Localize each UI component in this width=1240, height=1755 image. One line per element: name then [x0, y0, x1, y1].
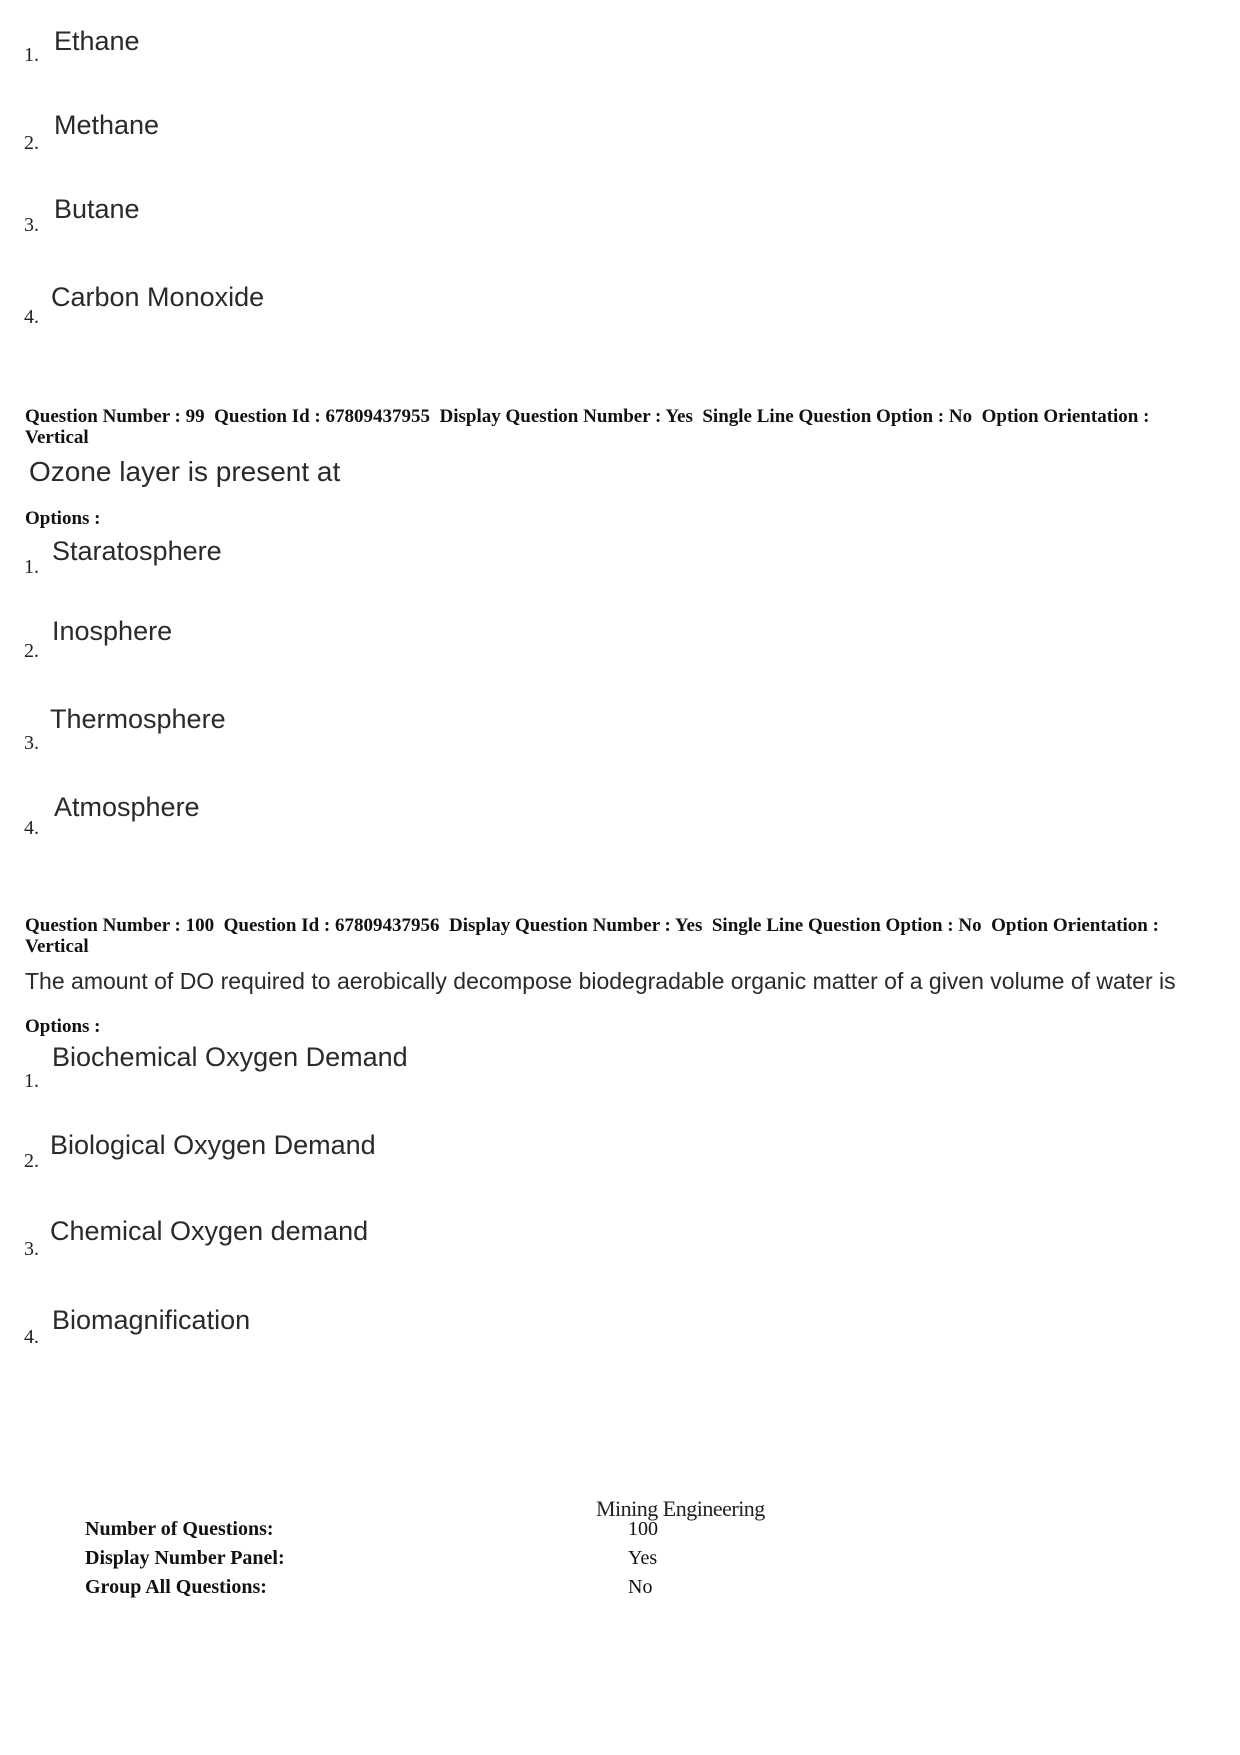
option-text: Ethane: [54, 26, 140, 56]
option-number: 4.: [24, 817, 39, 839]
option-number: 3.: [24, 214, 39, 236]
summary-value: 100: [628, 1518, 658, 1540]
option-number: 3.: [24, 732, 39, 754]
question-text: Ozone layer is present at: [29, 456, 341, 487]
option-number: 4.: [24, 1326, 39, 1348]
option-number: 1.: [24, 556, 39, 578]
question-meta: Question Number : 99 Question Id : 67809437955 Display Question Number : Yes Single Line Question Option : No Option Orientation : Vertical: [25, 406, 1154, 448]
option-number: 4.: [24, 306, 39, 328]
summary-value: No: [628, 1576, 653, 1598]
option-text: Methane: [54, 110, 160, 140]
option-text: Atmosphere: [54, 792, 200, 822]
question-meta: Question Number : 100 Question Id : 67809437956 Display Question Number : Yes Single Line Question Option : No Option Orientation : Vertical: [25, 915, 1164, 957]
option-text: Inosphere: [52, 616, 173, 646]
option-number: 3.: [24, 1238, 39, 1260]
option-text: Biological Oxygen Demand: [50, 1130, 376, 1160]
option-text: Carbon Monoxide: [51, 282, 265, 312]
option-text: Staratosphere: [52, 536, 222, 566]
question-text: The amount of DO required to aerobically decompose biodegradable organic matter of a given volume of water is: [25, 968, 1176, 994]
option-text: Thermosphere: [50, 704, 226, 734]
option-text: Butane: [54, 194, 140, 224]
summary-label: Group All Questions:: [85, 1576, 267, 1598]
options-label: Options :: [25, 1016, 101, 1037]
option-number: 1.: [24, 1070, 39, 1092]
options-label: Options :: [25, 508, 101, 529]
summary-value: Yes: [628, 1547, 658, 1569]
option-number: 1.: [24, 44, 39, 66]
summary-label: Display Number Panel:: [85, 1547, 285, 1569]
option-number: 2.: [24, 640, 39, 662]
option-text: Biochemical Oxygen Demand: [52, 1042, 408, 1072]
option-number: 2.: [24, 132, 39, 154]
summary-label: Number of Questions:: [85, 1518, 274, 1540]
option-number: 2.: [24, 1150, 39, 1172]
section-title: Mining Engineering: [596, 1496, 765, 1521]
option-text: Biomagnification: [52, 1305, 251, 1335]
option-text: Chemical Oxygen demand: [50, 1216, 369, 1246]
